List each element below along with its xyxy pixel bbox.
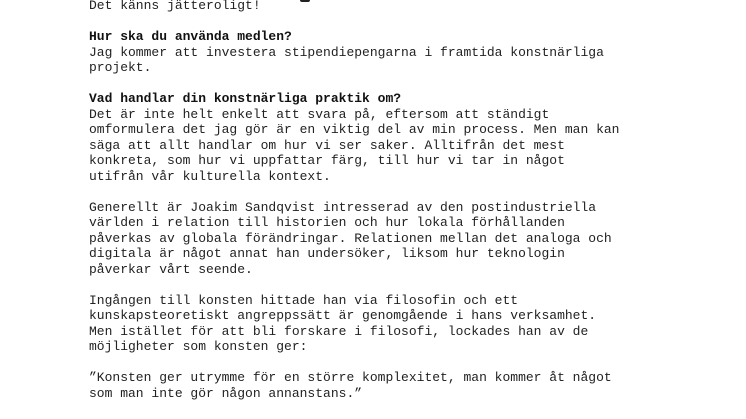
answer-line: omformulera det jag gör är en viktig del av min process. Men man kan xyxy=(89,122,620,137)
answer-line: projekt. xyxy=(89,60,152,75)
answer-line: Jag kommer att investera stipendiepengarna i framtida konstnärliga xyxy=(89,44,604,60)
answer-line: säga att allt handlar om hur vi ser saker. Alltifrån det mest xyxy=(89,137,565,153)
paragraph-line: möjligheter som konsten ger: xyxy=(89,339,308,354)
answer-line: utifrån vår kulturella kontext. xyxy=(89,168,331,184)
paragraph-line: kunskapsteoretiskt angreppssätt är genomgående i hans verksamhet. xyxy=(89,308,597,323)
spacer xyxy=(89,355,729,371)
quote-line: som man inte gör någon annanstans.” xyxy=(89,385,363,401)
paragraph-line: påverkar vårt seende. xyxy=(89,261,253,277)
paragraph-line: digitala är något annat han undersöker, liksom hur teknologin xyxy=(89,246,565,261)
spacer xyxy=(89,184,729,200)
quote-line: ”Konsten ger utrymme för en större komplexitet, man kommer åt något xyxy=(89,370,612,385)
intro-answer: Det känns jätteroligt! xyxy=(89,0,261,13)
spacer xyxy=(89,76,729,92)
paragraph-line: världen i relation till historien och hur lokala förhållanden xyxy=(89,215,565,230)
paragraph-line: Men istället för att bli forskare i filosofi, lockades han av de xyxy=(89,323,589,339)
paragraph-line: Ingången till konsten hittade han via filosofin och ett xyxy=(89,292,519,308)
question-use-of-funds: Hur ska du använda medlen? xyxy=(89,29,292,44)
spacer xyxy=(89,277,729,293)
paragraph-line: Generellt är Joakim Sandqvist intresserad av den postindustriella xyxy=(89,199,597,215)
question-artistic-practice: Vad handlar din konstnärliga praktik om? xyxy=(89,91,402,106)
answer-line: Det är inte helt enkelt att svara på, eftersom att ständigt xyxy=(89,106,550,122)
paragraph-line: påverkas av globala förändringar. Relationen mellan det analoga och xyxy=(89,230,612,246)
spacer xyxy=(89,14,729,30)
document-body xyxy=(89,0,729,401)
answer-line: konkreta, som hur vi uppfattar färg, till hur vi tar in något xyxy=(89,153,565,168)
